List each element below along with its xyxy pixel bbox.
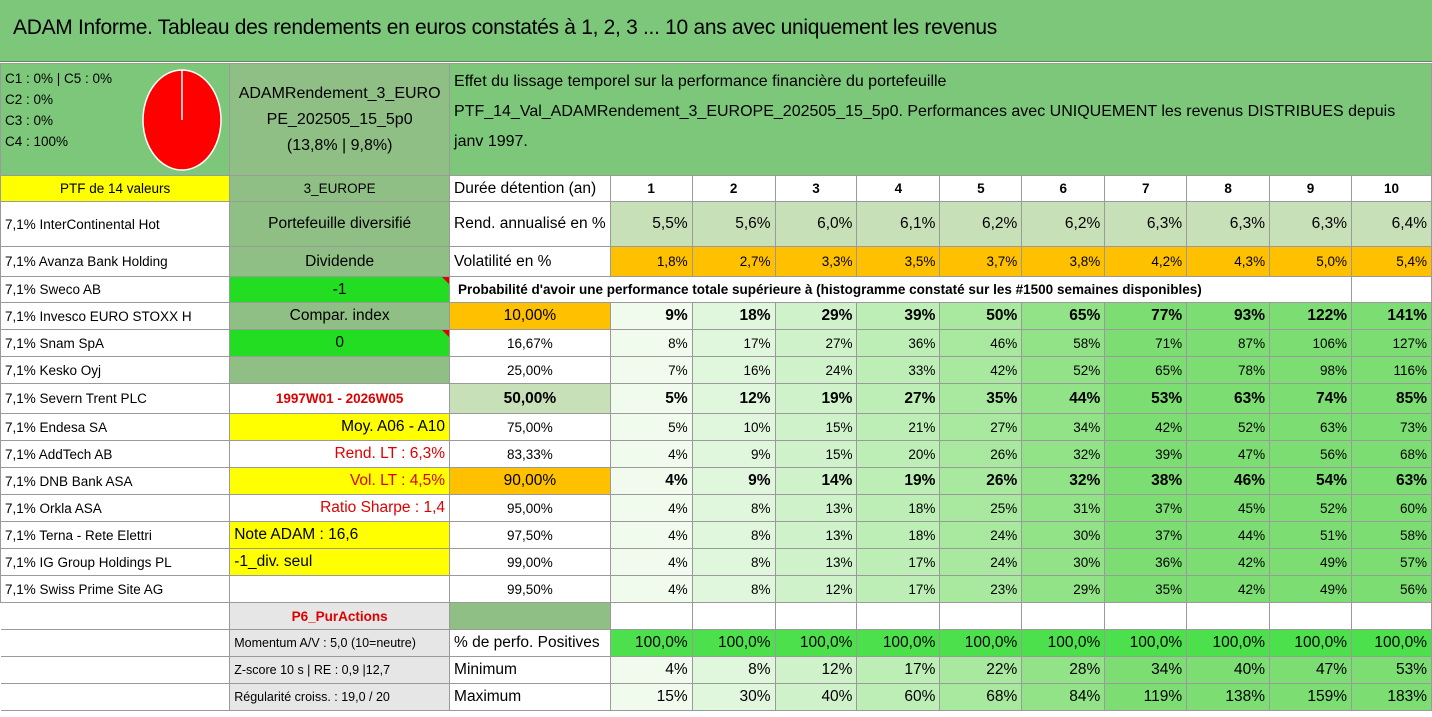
prob-value: 52% — [1022, 357, 1105, 384]
holding-name: 7,1% Orkla ASA — [1, 495, 230, 522]
rend-value: 6,2% — [1022, 202, 1105, 247]
bottom-value: 159% — [1270, 684, 1352, 711]
prob-value: 15% — [775, 414, 857, 441]
bottom-value: 100,0% — [940, 630, 1022, 657]
allocation-line: C4 : 100% — [5, 134, 69, 149]
empty-cell — [940, 603, 1022, 630]
prob-value: 4% — [610, 576, 692, 603]
prob-value: 14% — [775, 468, 857, 495]
prob-row — [1, 384, 1432, 414]
bottom-value: 68% — [940, 684, 1022, 711]
vol-label: Volatilité en % — [450, 247, 611, 277]
moy-label: Moy. A06 - A10 — [230, 414, 450, 441]
duration-label: Durée détention (an) — [450, 176, 611, 202]
bottom-value: 12% — [775, 657, 857, 684]
prob-title: Probabilité d'avoir une performance totale supérieure à (histogramme constaté sur les #1500 semaines disponibles) — [450, 277, 1352, 303]
prob-value: 116% — [1352, 357, 1432, 384]
description-line: janv 1997. — [454, 133, 528, 150]
year-header: 10 — [1352, 176, 1432, 202]
prob-row — [1, 522, 1432, 549]
prob-value: 13% — [775, 549, 857, 576]
prob-value: 20% — [857, 441, 940, 468]
div-seul: -1_div. seul — [230, 549, 450, 576]
prob-threshold: 10,00% — [450, 303, 611, 330]
info-row — [1, 64, 1432, 176]
bottom-value: 28% — [1022, 657, 1105, 684]
bottom-value: 8% — [692, 657, 775, 684]
prob-value: 127% — [1352, 330, 1432, 357]
empty-cell — [775, 603, 857, 630]
empty-cell — [1, 684, 230, 711]
prob-threshold: 50,00% — [450, 384, 611, 414]
prob-value: 4% — [610, 468, 692, 495]
prob-value: 56% — [1270, 441, 1352, 468]
maximum-row — [1, 684, 1432, 711]
prob-value: 39% — [1105, 441, 1187, 468]
prob-value: 29% — [1022, 576, 1105, 603]
bottom-value: 100,0% — [1187, 630, 1270, 657]
prob-value: 60% — [1352, 495, 1432, 522]
prob-value: 19% — [857, 468, 940, 495]
holding-name: 7,1% Severn Trent PLC — [1, 384, 230, 414]
empty-cell — [1352, 603, 1432, 630]
prob-value: 65% — [1022, 303, 1105, 330]
prob-value: 141% — [1352, 303, 1432, 330]
prob-value: 8% — [692, 549, 775, 576]
rend-lt: Rend. LT : 6,3% — [230, 441, 450, 468]
year-header: 7 — [1105, 176, 1187, 202]
vol-value: 4,3% — [1187, 247, 1270, 277]
bottom-value: 40% — [1187, 657, 1270, 684]
prob-value: 42% — [1187, 549, 1270, 576]
bottom-value: 17% — [857, 657, 940, 684]
empty-cell — [1270, 603, 1352, 630]
prob-threshold: 90,00% — [450, 468, 611, 495]
prob-threshold: 83,33% — [450, 441, 611, 468]
portfolio-type: Portefeuille diversifié — [230, 202, 450, 247]
rend-value: 6,4% — [1352, 202, 1432, 247]
ptf-label: PTF de 14 valeurs — [1, 176, 230, 202]
bottom-value: 100,0% — [1270, 630, 1352, 657]
prob-value: 65% — [1105, 357, 1187, 384]
prob-row — [1, 468, 1432, 495]
prob-value: 39% — [857, 303, 940, 330]
prob-value: 52% — [1187, 414, 1270, 441]
prob-threshold: 75,00% — [450, 414, 611, 441]
prob-value: 12% — [775, 576, 857, 603]
prob-value: 30% — [1022, 522, 1105, 549]
prob-value: 27% — [775, 330, 857, 357]
bottom-value: 84% — [1022, 684, 1105, 711]
bottom-label: % de perfo. Positives — [450, 630, 611, 657]
empty-cell — [1187, 603, 1270, 630]
rend-value: 5,6% — [692, 202, 775, 247]
description-line: PTF_14_Val_ADAMRendement_3_EUROPE_202505_15_5p0. Performances avec UNIQUEMENT les revenus DISTRIBUES depuis — [454, 103, 1396, 120]
holding-name: 7,1% IG Group Holdings PL — [1, 549, 230, 576]
prob-value: 9% — [692, 441, 775, 468]
year-header: 3 — [775, 176, 857, 202]
holding-name: 7,1% DNB Bank ASA — [1, 468, 230, 495]
performance-table — [0, 63, 1432, 711]
holding-name: 7,1% Snam SpA — [1, 330, 230, 357]
prob-value: 15% — [775, 441, 857, 468]
empty-cell — [692, 603, 775, 630]
prob-value: 58% — [1022, 330, 1105, 357]
period-label: 1997W01 - 2026W05 — [230, 384, 450, 414]
bottom-label: Maximum — [450, 684, 611, 711]
metric-label: Z-score 10 s | RE : 0,9 |12,7 — [230, 657, 450, 684]
empty-cell — [857, 603, 940, 630]
pur-actions-row — [1, 603, 1432, 630]
bottom-value: 40% — [775, 684, 857, 711]
rend-value: 6,1% — [857, 202, 940, 247]
holding-name: 7,1% Terna - Rete Elettri — [1, 522, 230, 549]
bottom-value: 119% — [1105, 684, 1187, 711]
empty-side-cell — [230, 357, 450, 384]
prob-value: 4% — [610, 495, 692, 522]
vol-lt: Vol. LT : 4,5% — [230, 468, 450, 495]
empty-cell — [1022, 603, 1105, 630]
prob-row — [1, 441, 1432, 468]
fund-name-line: ADAMRendement_3_EURO — [238, 84, 441, 102]
prob-row — [1, 549, 1432, 576]
year-header: 1 — [610, 176, 692, 202]
prob-value: 4% — [610, 441, 692, 468]
rend-value: 6,2% — [940, 202, 1022, 247]
prob-value: 35% — [1105, 576, 1187, 603]
prob-value: 25% — [940, 495, 1022, 522]
prob-value: 106% — [1270, 330, 1352, 357]
prob-threshold: 16,67% — [450, 330, 611, 357]
prob-value: 122% — [1270, 303, 1352, 330]
vol-value: 4,2% — [1105, 247, 1187, 277]
empty-cell — [610, 603, 692, 630]
prob-value: 31% — [1022, 495, 1105, 522]
rend-label: Rend. annualisé en % — [450, 202, 611, 247]
bottom-value: 53% — [1352, 657, 1432, 684]
prob-value: 13% — [775, 495, 857, 522]
empty-cell — [1, 630, 230, 657]
prob-value: 17% — [692, 330, 775, 357]
prob-value: 42% — [1105, 414, 1187, 441]
bottom-value: 4% — [610, 657, 692, 684]
prob-value: 27% — [857, 384, 940, 414]
allocation-cell — [1, 64, 230, 176]
prob-threshold: 99,50% — [450, 576, 611, 603]
prob-value: 42% — [1187, 576, 1270, 603]
fund-name-cell — [230, 64, 450, 176]
dividend-label: Dividende — [230, 247, 450, 277]
prob-row — [1, 414, 1432, 441]
prob-value: 34% — [1022, 414, 1105, 441]
prob-value: 13% — [775, 522, 857, 549]
bottom-value: 100,0% — [610, 630, 692, 657]
vol-value: 1,8% — [610, 247, 692, 277]
prob-threshold: 25,00% — [450, 357, 611, 384]
prob-value: 21% — [857, 414, 940, 441]
year-header: 6 — [1022, 176, 1105, 202]
prob-value: 24% — [940, 549, 1022, 576]
prob-value: 45% — [1187, 495, 1270, 522]
bottom-value: 100,0% — [1105, 630, 1187, 657]
bottom-value: 60% — [857, 684, 940, 711]
metric-label: Momentum A/V : 5,0 (10=neutre) — [230, 630, 450, 657]
prob-value: 85% — [1352, 384, 1432, 414]
holding-name: 7,1% Avanza Bank Holding — [1, 247, 230, 277]
prob-row — [1, 357, 1432, 384]
prob-value: 56% — [1352, 576, 1432, 603]
prob-value: 10% — [692, 414, 775, 441]
prob-value: 50% — [940, 303, 1022, 330]
empty-cell — [1352, 277, 1432, 303]
prob-value: 71% — [1105, 330, 1187, 357]
bottom-value: 100,0% — [857, 630, 940, 657]
prob-value: 23% — [940, 576, 1022, 603]
allocation-pie-chart — [141, 68, 223, 176]
rend-row — [1, 202, 1432, 247]
prob-value: 26% — [940, 468, 1022, 495]
bottom-value: 100,0% — [1352, 630, 1432, 657]
description-cell — [450, 64, 1432, 176]
vol-value: 3,7% — [940, 247, 1022, 277]
vol-value: 3,3% — [775, 247, 857, 277]
prob-value: 63% — [1270, 414, 1352, 441]
bottom-value: 22% — [940, 657, 1022, 684]
prob-value: 18% — [857, 522, 940, 549]
empty-green-cell — [450, 603, 611, 630]
report-title-bar — [0, 0, 1432, 62]
prob-value: 46% — [940, 330, 1022, 357]
rend-value: 6,3% — [1187, 202, 1270, 247]
allocation-line: C3 : 0% — [5, 113, 54, 128]
prob-row — [1, 495, 1432, 522]
bottom-label: Minimum — [450, 657, 611, 684]
bottom-value: 47% — [1270, 657, 1352, 684]
prob-value: 30% — [1022, 549, 1105, 576]
bottom-value: 138% — [1187, 684, 1270, 711]
bottom-value: 34% — [1105, 657, 1187, 684]
holding-name: 7,1% InterContinental Hot — [1, 202, 230, 247]
prob-value: 51% — [1270, 522, 1352, 549]
prob-value: 46% — [1187, 468, 1270, 495]
prob-threshold: 99,00% — [450, 549, 611, 576]
prob-value: 19% — [775, 384, 857, 414]
prob-value: 77% — [1105, 303, 1187, 330]
bottom-value: 15% — [610, 684, 692, 711]
prob-value: 26% — [940, 441, 1022, 468]
bottom-value: 183% — [1352, 684, 1432, 711]
prob-value: 73% — [1352, 414, 1432, 441]
rend-value: 5,5% — [610, 202, 692, 247]
note-adam: Note ADAM : 16,6 — [230, 522, 450, 549]
prob-value: 29% — [775, 303, 857, 330]
prob-value: 68% — [1352, 441, 1432, 468]
compar-index-value: 0 — [230, 330, 450, 357]
fund-name-line: PE_202505_15_5p0 — [266, 110, 413, 128]
prob-threshold: 97,50% — [450, 522, 611, 549]
prob-value: 9% — [692, 468, 775, 495]
prob-value: 24% — [775, 357, 857, 384]
zone-label: 3_EUROPE — [230, 176, 450, 202]
prob-value: 32% — [1022, 468, 1105, 495]
prob-value: 63% — [1352, 468, 1432, 495]
prob-value: 33% — [857, 357, 940, 384]
bottom-value: 100,0% — [775, 630, 857, 657]
prob-value: 38% — [1105, 468, 1187, 495]
prob-value: 8% — [692, 576, 775, 603]
prob-value: 7% — [610, 357, 692, 384]
prob-value: 32% — [1022, 441, 1105, 468]
holding-name: 7,1% Invesco EURO STOXX H — [1, 303, 230, 330]
prob-value: 58% — [1352, 522, 1432, 549]
metric-label: Régularité croiss. : 19,0 / 20 — [230, 684, 450, 711]
prob-value: 5% — [610, 384, 692, 414]
holding-name: 7,1% AddTech AB — [1, 441, 230, 468]
empty-side-cell — [230, 576, 450, 603]
year-header: 4 — [857, 176, 940, 202]
year-header: 2 — [692, 176, 775, 202]
prob-value: 87% — [1187, 330, 1270, 357]
vol-value: 5,0% — [1270, 247, 1352, 277]
prob-value: 16% — [692, 357, 775, 384]
empty-cell — [1105, 603, 1187, 630]
allocation-line: C2 : 0% — [5, 92, 54, 107]
compar-index-label: Compar. index — [230, 303, 450, 330]
prob-value: 18% — [857, 495, 940, 522]
prob-row — [1, 330, 1432, 357]
prob-value: 78% — [1187, 357, 1270, 384]
allocation-line: C1 : 0% | C5 : 0% — [5, 71, 113, 86]
vol-value: 2,7% — [692, 247, 775, 277]
prob-value: 53% — [1105, 384, 1187, 414]
year-header: 5 — [940, 176, 1022, 202]
prob-value: 49% — [1270, 549, 1352, 576]
minimum-row — [1, 657, 1432, 684]
prob-threshold: 95,00% — [450, 495, 611, 522]
prob-row — [1, 303, 1432, 330]
rend-value: 6,3% — [1270, 202, 1352, 247]
prob-value: 36% — [857, 330, 940, 357]
holding-name: 7,1% Swiss Prime Site AG — [1, 576, 230, 603]
holding-name: 7,1% Sweco AB — [1, 277, 230, 303]
empty-cell — [1, 657, 230, 684]
vol-value: 3,5% — [857, 247, 940, 277]
header-row — [1, 176, 1432, 202]
pur-actions-label: P6_PurActions — [230, 603, 450, 630]
prob-value: 17% — [857, 549, 940, 576]
prob-value: 98% — [1270, 357, 1352, 384]
prob-value: 74% — [1270, 384, 1352, 414]
prob-row — [1, 576, 1432, 603]
prob-value: 12% — [692, 384, 775, 414]
prob-value: 5% — [610, 414, 692, 441]
prob-value: 4% — [610, 549, 692, 576]
positive-row — [1, 630, 1432, 657]
bottom-value: 100,0% — [1022, 630, 1105, 657]
prob-value: 52% — [1270, 495, 1352, 522]
rend-value: 6,3% — [1105, 202, 1187, 247]
bottom-value: 100,0% — [692, 630, 775, 657]
prob-value: 8% — [692, 495, 775, 522]
prob-value: 54% — [1270, 468, 1352, 495]
vol-row — [1, 247, 1432, 277]
prob-value: 24% — [940, 522, 1022, 549]
prob-value: 9% — [610, 303, 692, 330]
report-title: ADAM Informe. Tableau des rendements en euros constatés à 1, 2, 3 ... 10 ans avec uniquement les revenus — [13, 16, 997, 39]
year-header: 9 — [1270, 176, 1352, 202]
prob-value: 44% — [1022, 384, 1105, 414]
rend-value: 6,0% — [775, 202, 857, 247]
holding-name: 7,1% Endesa SA — [1, 414, 230, 441]
bottom-value: 30% — [692, 684, 775, 711]
prob-value: 63% — [1187, 384, 1270, 414]
prob-value: 18% — [692, 303, 775, 330]
description-line: Effet du lissage temporel sur la performance financière du portefeuille — [454, 73, 947, 90]
prob-value: 17% — [857, 576, 940, 603]
prob-value: 57% — [1352, 549, 1432, 576]
prob-value: 35% — [940, 384, 1022, 414]
prob-value: 37% — [1105, 495, 1187, 522]
prob-value: 49% — [1270, 576, 1352, 603]
vol-value: 3,8% — [1022, 247, 1105, 277]
sharpe-ratio: Ratio Sharpe : 1,4 — [230, 495, 450, 522]
prob-title-row — [1, 277, 1432, 303]
holding-name: 7,1% Kesko Oyj — [1, 357, 230, 384]
prob-value: 44% — [1187, 522, 1270, 549]
dividend-value: -1 — [230, 277, 450, 303]
prob-value: 8% — [692, 522, 775, 549]
prob-value: 36% — [1105, 549, 1187, 576]
prob-value: 8% — [610, 330, 692, 357]
prob-value: 42% — [940, 357, 1022, 384]
prob-value: 27% — [940, 414, 1022, 441]
year-header: 8 — [1187, 176, 1270, 202]
empty-cell — [1, 603, 230, 630]
prob-value: 93% — [1187, 303, 1270, 330]
fund-name-line: (13,8% | 9,8%) — [286, 136, 393, 154]
prob-value: 4% — [610, 522, 692, 549]
prob-value: 47% — [1187, 441, 1270, 468]
prob-value: 37% — [1105, 522, 1187, 549]
vol-value: 5,4% — [1352, 247, 1432, 277]
